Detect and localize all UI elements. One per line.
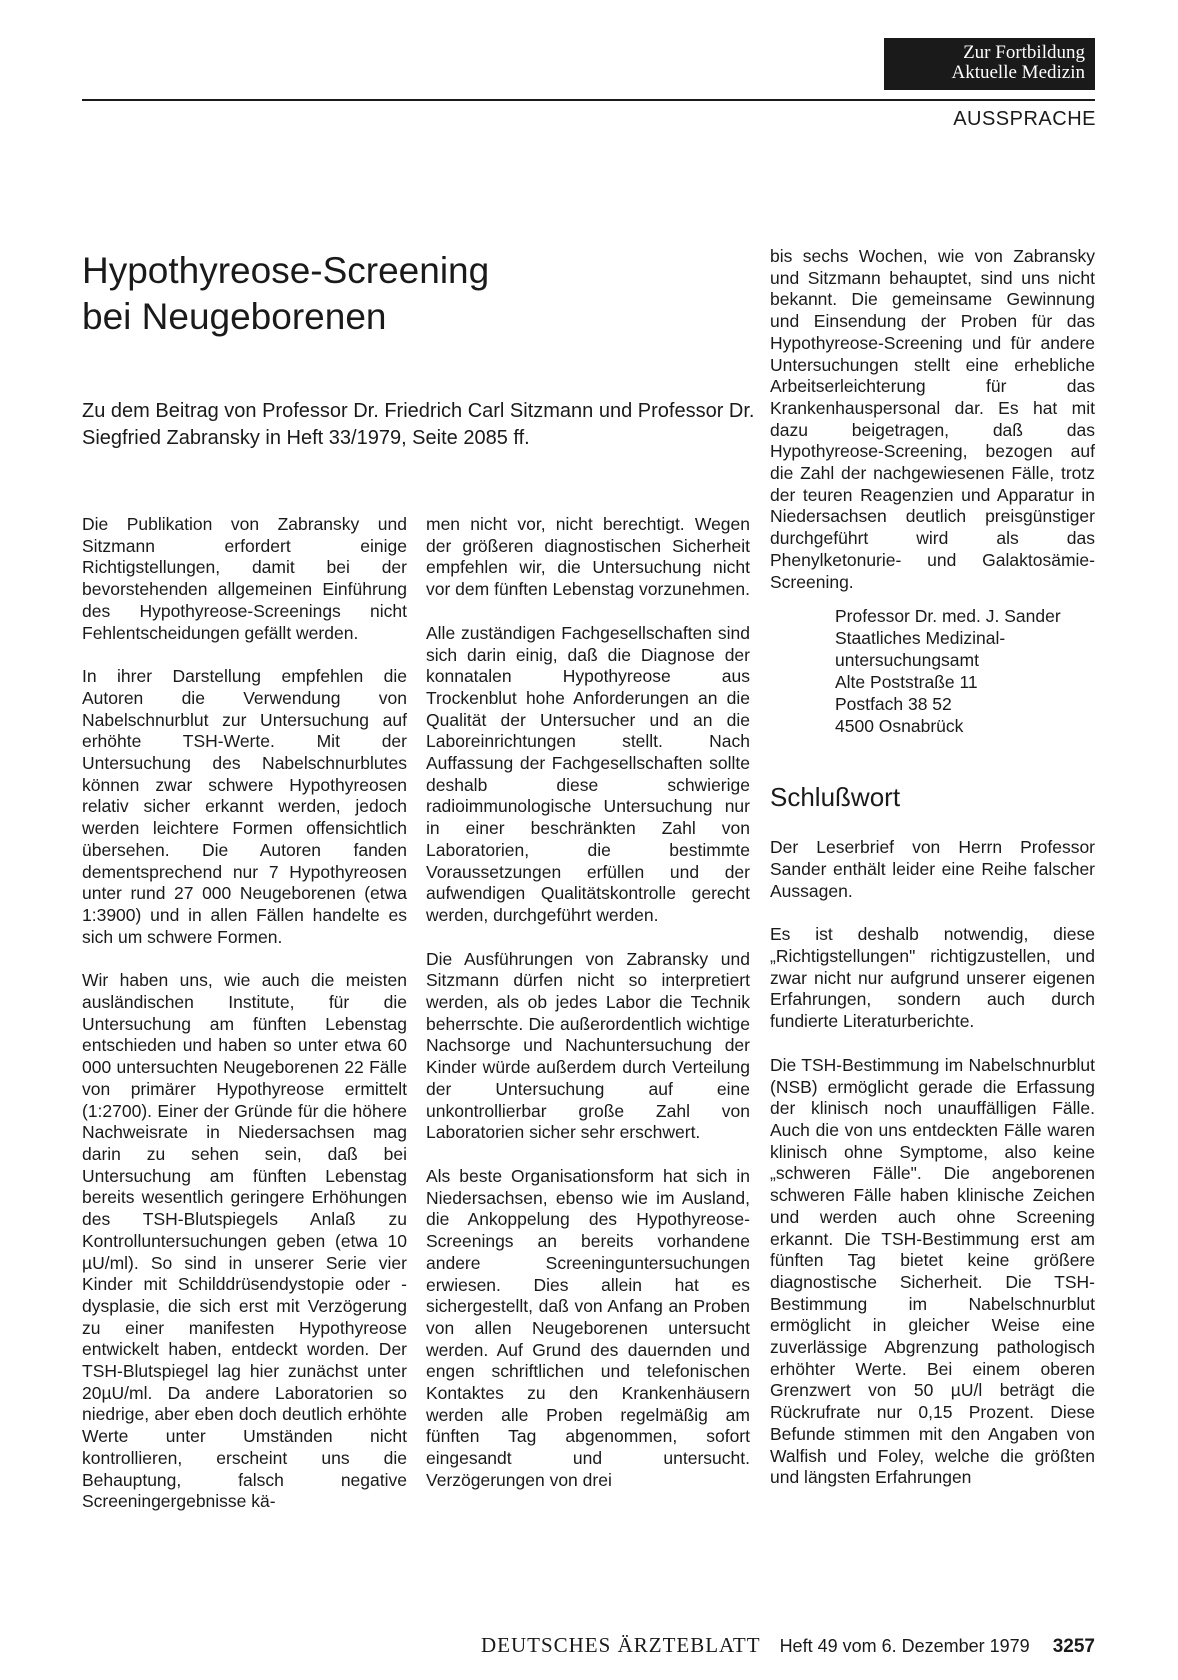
issue-info: Heft 49 vom 6. Dezember 1979 xyxy=(779,1636,1030,1656)
badge-line-1: Zur Fortbildung xyxy=(963,42,1085,63)
text-column-3 xyxy=(770,246,1095,1511)
address-line: untersuchungsamt xyxy=(835,650,979,671)
address-line: 4500 Osnabrück xyxy=(835,716,964,737)
article-intro: Zu dem Beitrag von Professor Dr. Friedrich Carl Sitzmann und Professor Dr. Siegfried Zabransky in Heft 33/1979, Seite 2085 ff. xyxy=(82,400,755,449)
paragraph: men nicht vor, nicht berechtigt. Wegen der größeren diagnostischen Sicherheit empfehlen wir, die Untersuchung nicht vor dem fünften Lebenstag vorzunehmen. xyxy=(426,514,750,600)
page-number: 3257 xyxy=(1052,1636,1095,1657)
paragraph: bis sechs Wochen, wie von Zabransky und Sitzmann behauptet, sind uns nicht bekannt. Die gemeinsame Gewinnung und Einsendung der Proben für das Hypothyreose-Screening und für andere Untersuchungen stellt eine erhebliche Arbeitserleichterung für das Krankenhauspersonal dar. Es hat mit dazu beigetragen, daß das Hypothyreose-Screening, bezogen auf die Zahl der nachgewiesenen Fälle, trotz der teuren Reagenzien und Apparatur in Niedersachsen deutlich preisgünstiger durchgeführt wird als das Phenylketonurie- und Galaktosämie-Screening. xyxy=(770,246,1095,592)
text-column-2 xyxy=(426,514,750,1514)
paragraph: Der Leserbrief von Herrn Professor Sander enthält leider eine Reihe falscher Aussagen. xyxy=(770,837,1095,901)
paragraph: Es ist deshalb notwendig, diese „Richtigstellungen" richtigzustellen, und zwar nicht nur aufgrund unserer eigenen Erfahrungen, sondern auch durch fundierte Literaturberichte. xyxy=(770,924,1095,1032)
title-line-1: Hypothyreose-Screening xyxy=(82,250,490,291)
header-rule xyxy=(82,99,1095,101)
title-line-2: bei Neugeborenen xyxy=(82,296,387,337)
paragraph: Die TSH-Bestimmung im Nabelschnurblut (NSB) ermöglicht gerade die Erfassung der klinisch noch unauffälligen Fälle. Auch die von uns entdeckten Fälle waren klinisch ohne Symptome, also keine „schweren Fälle". Die angeborenen schweren Fälle haben klinische Zeichen und werden auch ohne Screening erkannt. Die TSH-Bestimmung erst am fünften Tag bietet keine größere diagnostische Sicherheit. Die TSH-Bestimmung im Nabelschnurblut ermöglicht in gleicher Weise eine zuverlässige Abgrenzung pathologisch erhöhter Werte. Bei einem oberen Grenzwert von 50 µU/l beträgt die Rückrufrate nur 0,15 Prozent. Diese Befunde stimmen mit den Angaben von Walfish und Foley, welche die größten und längsten Erfahrungen xyxy=(770,1054,1095,1488)
section-badge xyxy=(884,38,1095,90)
paragraph: Alle zuständigen Fachgesellschaften sind sich darin einig, daß die Diagnose der konnatalen Hypothyreose aus Trockenblut hohe Anforderungen an die Qualität der Untersucher und an die Laboreinrichtungen stellt. Nach Auffassung der Fachgesellschaften sollte deshalb diese schwierige radioimmunologische Untersuchung nur in einer beschränkten Zahl von Laboratorien, die bestimmte Voraussetzungen erfüllen und der aufwendigen Qualitätskontrolle gerecht werden, durchgeführt werden. xyxy=(426,622,750,925)
paragraph: In ihrer Darstellung empfehlen die Autoren die Verwendung von Nabelschnurblut zur Untersuchung auf erhöhte TSH-Werte. Mit der Untersuchung des Nabelschnurblutes können zwar schwere Hypothyreosen relativ sicher erkannt werden, jedoch werden leichtere Formen offensichtlich übersehen. Die Autoren fanden dementsprechend nur 7 Hypothyreosen unter rund 27 000 Neugeborenen (etwa 1:3900) und in allen Fällen handelte es sich um schwere Formen. xyxy=(82,666,407,947)
author-address xyxy=(835,605,1095,737)
address-line: Staatliches Medizinal- xyxy=(835,628,1006,649)
address-line: Postfach 38 52 xyxy=(835,694,952,715)
badge-line-2: Aktuelle Medizin xyxy=(951,62,1085,83)
page-footer xyxy=(420,1634,1095,1658)
article-title xyxy=(82,248,702,340)
address-line: Professor Dr. med. J. Sander xyxy=(835,606,1061,627)
paragraph: Als beste Organisationsform hat sich in Niedersachsen, ebenso wie im Ausland, die Ankoppelung des Hypothyreose-Screenings an bereits vorhandene andere Screeninguntersuchungen erwiesen. Dies allein hat es sichergestellt, daß von Anfang an Proben von allen Neugeborenen untersucht werden. Auf Grund des dauernden und engen schriftlichen und telefonischen Kontaktes zu den Krankenhäusern werden alle Proben regelmäßig am fünften Tag abgenommen, sofort eingesandt und untersucht. Verzögerungen von drei xyxy=(426,1165,750,1490)
reply-heading: Schlußwort xyxy=(770,782,901,813)
address-line: Alte Poststraße 11 xyxy=(835,672,978,693)
section-label: AUSSPRACHE xyxy=(953,108,1096,130)
paragraph: Die Publikation von Zabransky und Sitzmann erfordert einige Richtigstellungen, damit bei der bevorstehenden allgemeinen Einführung des Hypothyreose-Screenings nicht Fehlentscheidungen gefällt werden. xyxy=(82,514,407,643)
text-column-1 xyxy=(82,514,407,1535)
paragraph: Die Ausführungen von Zabransky und Sitzmann dürfen nicht so interpretiert werden, als ob jedes Labor die Technik beherrschte. Die außerordentlich wichtige Nachsorge und Nachuntersuchung der Kinder würde außerdem durch Verteilung der Untersuchung auf eine unkontrollierbar große Zahl von Laboratorien sicher sehr erschwert. xyxy=(426,948,750,1143)
journal-name: DEUTSCHES ÄRZTEBLATT xyxy=(480,1633,761,1657)
paragraph: Wir haben uns, wie auch die meisten ausländischen Institute, für die Untersuchung am fünften Lebenstag entschieden und haben so unter etwa 60 000 untersuchten Neugeborenen 22 Fälle von primärer Hypothyreose ermittelt (1:2700). Einer der Gründe für die höhere Nachweisrate in Niedersachsen mag darin zu sehen sein, daß bei Untersuchung am fünften Lebenstag bereits wesentlich geringere Erhöhungen des TSH-Blutspiegels Anlaß zu Kontrolluntersuchungen geben (etwa 10 µU/ml). So sind in unserer Serie vier Kinder mit Schilddrüsendystopie oder -dysplasie, die sich erst mit Verzögerung zu einer manifesten Hypothyreose entwickelt haben, entdeckt worden. Der TSH-Blutspiegel lag hier zunächst unter 20µU/ml. Da andere Laboratorien so niedrige, aber eben doch deutlich erhöhte Werte unter Umständen nicht kontrollieren, erscheint uns die Behauptung, falsch negative Screeningergebnisse kä- xyxy=(82,970,407,1512)
